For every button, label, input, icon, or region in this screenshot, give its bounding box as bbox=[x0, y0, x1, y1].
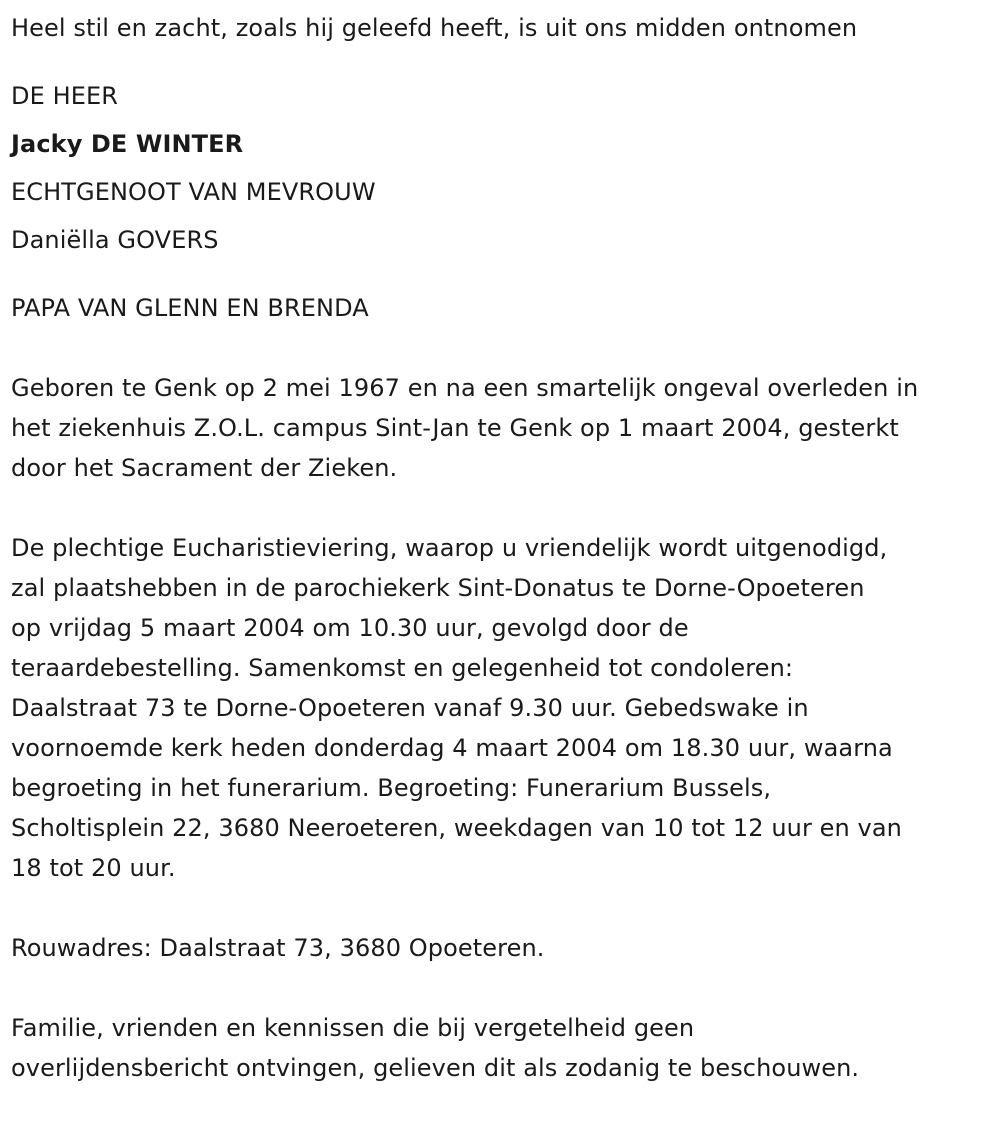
ceremony-paragraph bbox=[11, 528, 995, 888]
deceased-name: Jacky DE WINTER bbox=[11, 130, 244, 158]
paragraph-line: Scholtisplein 22, 3680 Neeroeteren, weekdagen van 10 tot 12 uur en van bbox=[11, 814, 902, 842]
spacer bbox=[11, 264, 995, 288]
address-text: Rouwadres: Daalstraat 73, 3680 Opoeteren. bbox=[11, 934, 545, 962]
intro-text: Heel stil en zacht, zoals hij geleefd heeft, is uit ons midden ontnomen bbox=[11, 14, 858, 42]
paragraph-line: op vrijdag 5 maart 2004 om 10.30 uur, gevolgd door de bbox=[11, 614, 689, 642]
paragraph-line: teraardebestelling. Samenkomst en gelegenheid tot condoleren: bbox=[11, 654, 794, 682]
spacer bbox=[11, 328, 995, 368]
paragraph-line: Daalstraat 73 te Dorne-Opoeteren vanaf 9.30 uur. Gebedswake in bbox=[11, 694, 809, 722]
paragraph-line: door het Sacrament der Zieken. bbox=[11, 454, 398, 482]
paragraph-line: voornoemde kerk heden donderdag 4 maart 2004 om 18.30 uur, waarna bbox=[11, 734, 893, 762]
spouse-label: ECHTGENOOT VAN MEVROUW bbox=[11, 178, 376, 206]
paragraph-line: het ziekenhuis Z.O.L. campus Sint-Jan te Genk op 1 maart 2004, gesterkt bbox=[11, 414, 899, 442]
paragraph-line: begroeting in het funerarium. Begroeting: Funerarium Bussels, bbox=[11, 774, 772, 802]
paragraph-line: zal plaatshebben in de parochiekerk Sint-Donatus te Dorne-Opoeteren bbox=[11, 574, 865, 602]
spouse-name: Daniëlla GOVERS bbox=[11, 226, 219, 254]
paragraph-line: De plechtige Eucharistieviering, waarop u vriendelijk wordt uitgenodigd, bbox=[11, 534, 888, 562]
paragraph-line: 18 tot 20 uur. bbox=[11, 854, 176, 882]
spacer bbox=[11, 968, 995, 1008]
paragraph-line: Familie, vrienden en kennissen die bij vergetelheid geen bbox=[11, 1014, 695, 1042]
spacer bbox=[11, 48, 995, 72]
closing-paragraph bbox=[11, 1008, 995, 1088]
birth-death-paragraph bbox=[11, 368, 995, 488]
spacer bbox=[11, 488, 995, 528]
obituary-notice bbox=[11, 8, 995, 1088]
title-prefix: DE HEER bbox=[11, 82, 119, 110]
paragraph-line: overlijdensbericht ontvingen, gelieven dit als zodanig te beschouwen. bbox=[11, 1054, 860, 1082]
paragraph-line: Geboren te Genk op 2 mei 1967 en na een smartelijk ongeval overleden in bbox=[11, 374, 919, 402]
name-block bbox=[11, 72, 995, 264]
children-text: PAPA VAN GLENN EN BRENDA bbox=[11, 294, 369, 322]
spacer bbox=[11, 888, 995, 928]
